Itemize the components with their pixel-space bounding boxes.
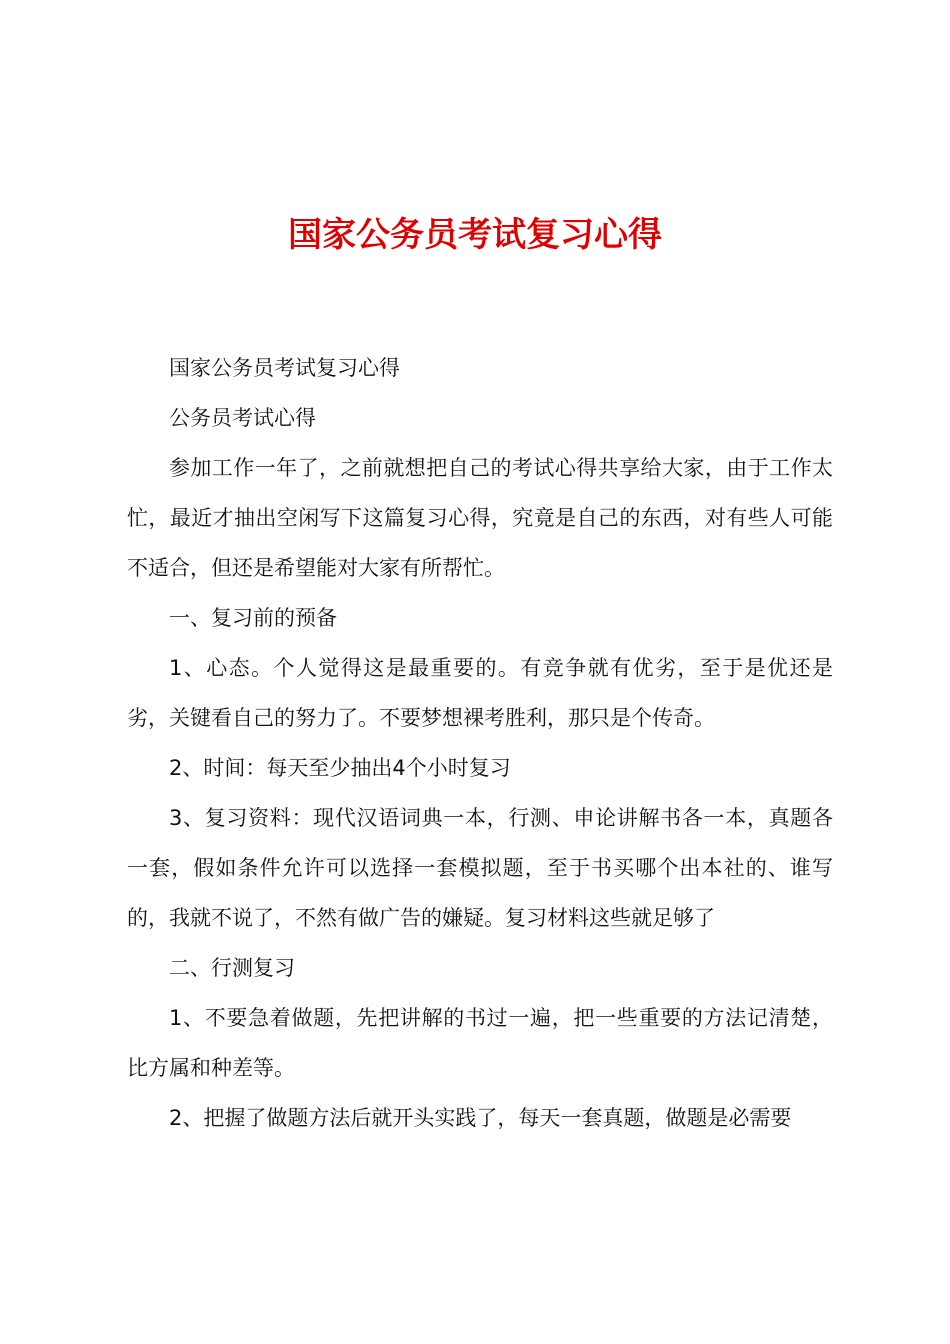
section-heading-xingce: 二、行测复习	[169, 956, 295, 980]
paragraph-materials: 3、复习资料：现代汉语词典一本，行测、申论讲解书各一本，真题各一套，假如条件允许可以选择一套模拟题，至于书买哪个出本社的、谁写的，我就不说了，不然有做广告的嫌疑。复习材料这些就足够了	[127, 806, 833, 930]
paragraph-heading: 公务员考试心得	[169, 406, 316, 430]
paragraph-mindset: 1、心态。个人觉得这是最重要的。有竞争就有优劣，至于是优还是劣，关键看自己的努力了。不要梦想裸考胜利，那只是个传奇。	[127, 656, 833, 730]
paragraph-intro: 参加工作一年了，之前就想把自己的考试心得共享给大家，由于工作太忙，最近才抽出空闲写下这篇复习心得，究竟是自己的东西，对有些人可能不适合，但还是希望能对大家有所帮忙。	[127, 456, 833, 580]
document-body	[127, 343, 833, 1143]
paragraph-time: 2、时间：每天至少抽出4个小时复习	[169, 756, 511, 780]
paragraph-xingce-step2: 2、把握了做题方法后就开头实践了，每天一套真题，做题是必需要	[169, 1106, 792, 1130]
section-heading-preparation: 一、复习前的预备	[169, 606, 337, 630]
paragraph-xingce-step1: 1、不要急着做题，先把讲解的书过一遍，把一些重要的方法记清楚，比方属和种差等。	[127, 1006, 833, 1080]
document-title: 国家公务员考试复习心得	[288, 215, 662, 255]
paragraph-subtitle: 国家公务员考试复习心得	[169, 356, 400, 380]
